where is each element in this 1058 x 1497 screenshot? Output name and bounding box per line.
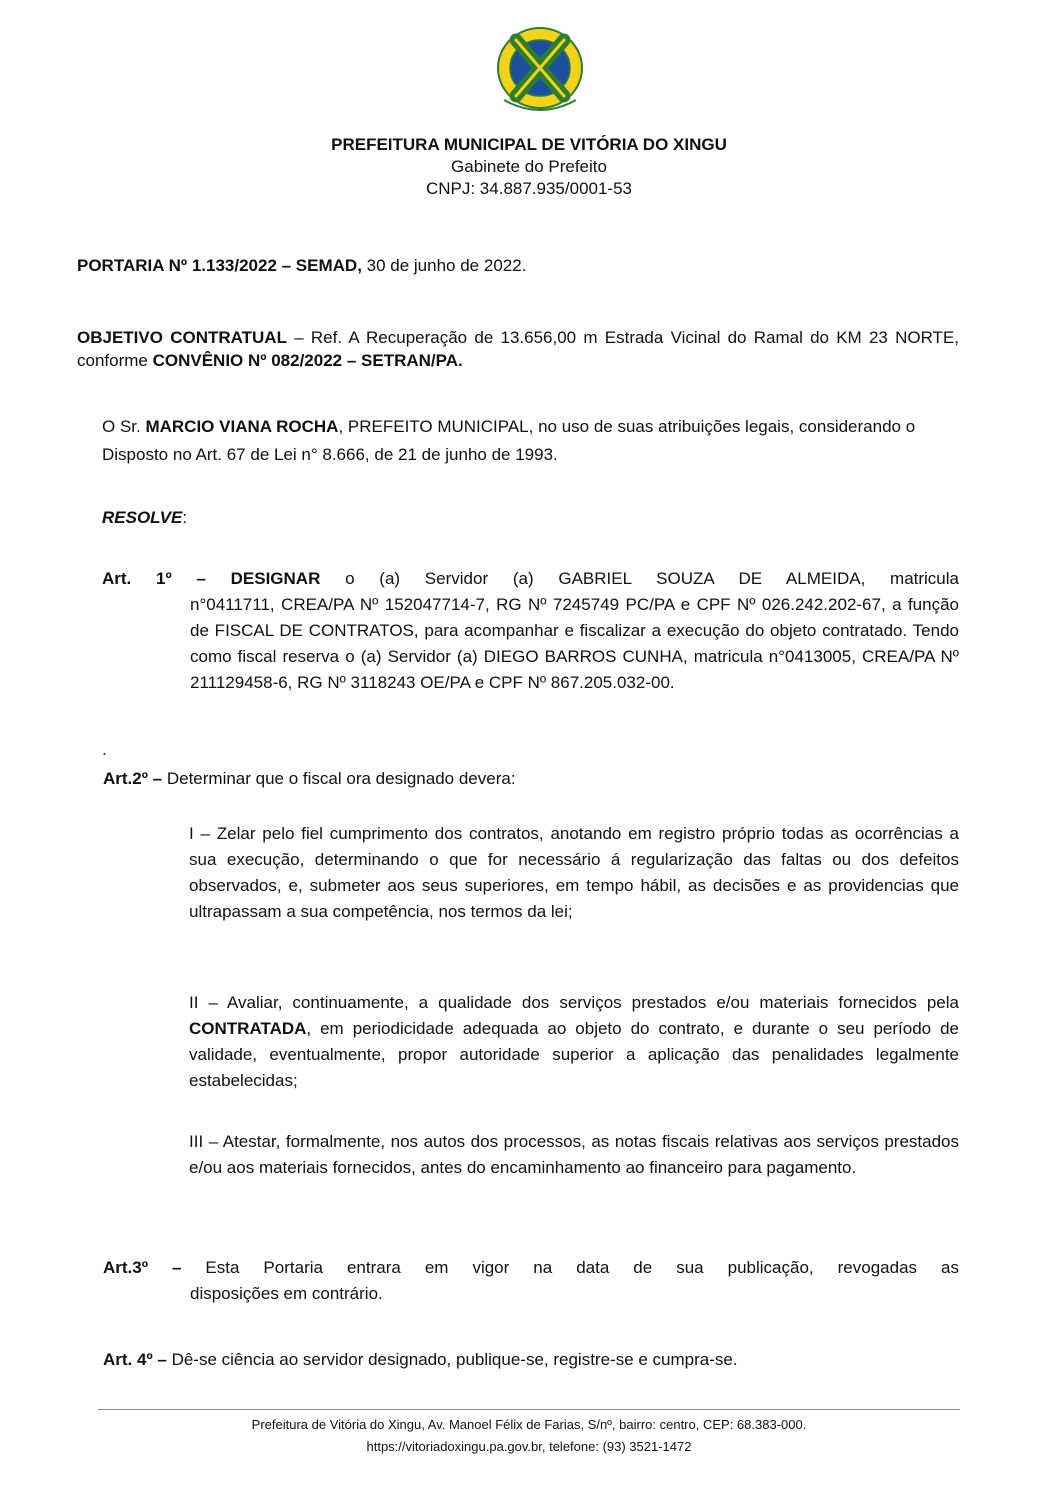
intro-paragraph xyxy=(102,413,962,469)
objetivo-label: OBJETIVO CONTRATUAL xyxy=(77,328,287,347)
resolve-heading xyxy=(102,508,187,528)
convenio-reference: CONVÊNIO Nº 082/2022 – SETRAN/PA. xyxy=(152,351,463,370)
footer-divider xyxy=(98,1409,960,1410)
inciso-3: III – Atestar, formalmente, nos autos dos processos, as notas fiscais relativas aos serviços prestados e/ou aos materiais fornecidos, antes do encaminhamento ao financeiro para pagamento. xyxy=(189,1132,959,1177)
inciso-2-text-b: , em periodicidade adequada ao objeto do contrato, e durante o seu período de validade, eventualmente, propor autoridade superior a aplicação das penalidades legalmente estabelecidas; xyxy=(189,1019,959,1090)
article-1 xyxy=(102,566,959,696)
article-2-label: Art.2º – xyxy=(103,769,163,788)
article-1-body: n°0411711, CREA/PA Nº 152047714-7, RG Nº 7245749 PC/PA e CPF Nº 026.242.202-67, a função de FISCAL DE CONTRATOS, para acompanhar e fiscalizar a execução do objeto contratado. Tendo como fiscal reserva o (a) Servidor (a) DIEGO BARROS CUNHA, matricula n°0413005, CREA/PA Nº 211129458-6, RG Nº 3118243 OE/PA e CPF Nº 867.205.032-00. xyxy=(190,595,959,692)
institution-name xyxy=(0,134,1058,200)
stray-dot: . xyxy=(102,740,107,759)
resolve-colon: : xyxy=(182,508,188,527)
article-3-label: Art.3º – xyxy=(103,1258,182,1277)
intro-prefix: O Sr. xyxy=(102,417,146,436)
article-1-label: Art. 1º – xyxy=(102,569,206,588)
municipal-emblem xyxy=(494,20,586,120)
inciso-2 xyxy=(189,990,959,1094)
objetivo-paragraph xyxy=(77,326,959,372)
footer-contact: https://vitoriadoxingu.pa.gov.br, telefone: (93) 3521-1472 xyxy=(366,1439,692,1454)
portaria-date: 30 de junho de 2022. xyxy=(361,256,527,275)
article-3-continuation: disposições em contrário. xyxy=(190,1284,383,1303)
footer xyxy=(0,1414,1058,1458)
portaria-heading xyxy=(77,256,526,276)
intro-text: , PREFEITO MUNICIPAL, no uso de suas atribuições legais, considerando o Disposto no Art. 67 de Lei n° 8.666, de 21 de junho de 1993. xyxy=(102,417,916,464)
article-1-verb: DESIGNAR xyxy=(230,569,321,588)
resolve-label: RESOLVE xyxy=(102,508,183,527)
gabinete-subtitle: Gabinete do Prefeito xyxy=(451,157,607,176)
objetivo-text: – Ref. A Recuperação de 13.656,00 m Estrada Vicinal do Ramal do KM 23 NORTE, conforme xyxy=(77,328,960,370)
portaria-number: PORTARIA Nº 1.133/2022 – SEMAD, xyxy=(77,256,362,275)
article-2-heading xyxy=(103,769,516,789)
article-3 xyxy=(103,1255,959,1307)
article-3-first-line: Esta Portaria entrara em vigor na data de sua publicação, revogadas as xyxy=(181,1258,959,1277)
article-2-text: Determinar que o fiscal ora designado devera: xyxy=(162,769,516,788)
mayor-name: MARCIO VIANA ROCHA xyxy=(145,417,339,436)
prefeitura-title: PREFEITURA MUNICIPAL DE VITÓRIA DO XINGU xyxy=(331,135,727,154)
inciso-2-contratada: CONTRATADA xyxy=(189,1019,307,1038)
article-4 xyxy=(103,1350,738,1370)
article-4-label: Art. 4º – xyxy=(103,1350,167,1369)
article-4-text: Dê-se ciência ao servidor designado, publique-se, registre-se e cumpra-se. xyxy=(166,1350,738,1369)
inciso-1: I – Zelar pelo fiel cumprimento dos contratos, anotando em registro próprio todas as ocorrências a sua execução, determinando o que for necessário á regularização das faltas ou dos defeitos observados, e, submeter aos seus superiores, em tempo hábil, as decisões e as providencias que ultrapassam a sua competência, nos termos da lei; xyxy=(189,824,959,921)
cnpj-line: CNPJ: 34.887.935/0001-53 xyxy=(425,179,633,198)
inciso-2-text-a: II – Avaliar, continuamente, a qualidade dos serviços prestados e/ou materiais fornecidos pela xyxy=(189,993,959,1012)
article-1-first-line: o (a) Servidor (a) GABRIEL SOUZA DE ALMEIDA, matricula xyxy=(320,569,959,588)
footer-address: Prefeitura de Vitória do Xingu, Av. Manoel Félix de Farias, S/nº, bairro: centro, CEP: 68.383-000. xyxy=(251,1417,807,1432)
